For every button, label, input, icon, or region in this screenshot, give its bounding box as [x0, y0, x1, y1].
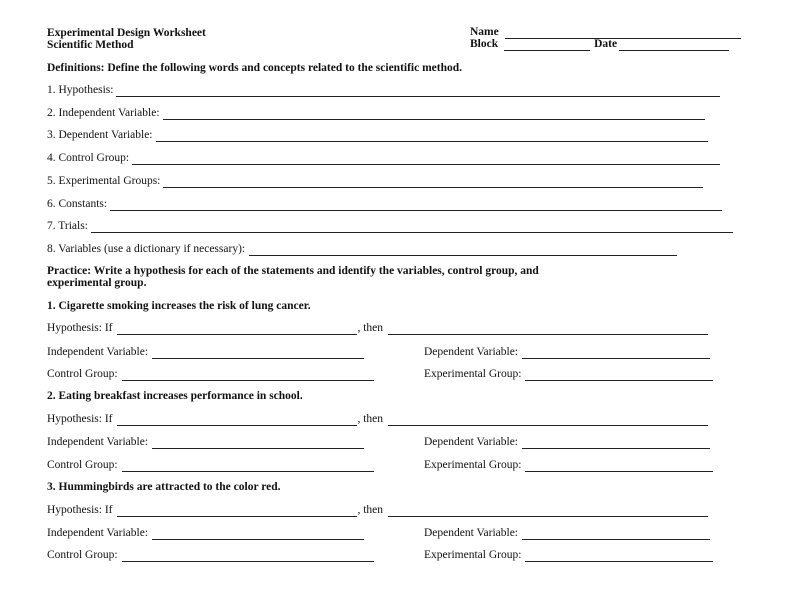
independent-variable-field[interactable] [152, 437, 364, 449]
definition-label: 7. Trials: [47, 220, 88, 232]
hypothesis-if-label: Hypothesis: If [47, 504, 113, 516]
groups-row [47, 548, 374, 562]
groups-row [424, 548, 713, 562]
dependent-variable-field[interactable] [522, 528, 710, 540]
definition-label: 2. Independent Variable: [47, 107, 160, 119]
definition-field-hypothesis[interactable] [116, 85, 720, 97]
independent-variable-label: Independent Variable: [47, 436, 149, 448]
variables-row [424, 526, 710, 540]
definition-row [47, 219, 733, 233]
control-group-field[interactable] [122, 460, 374, 472]
experimental-group-label: Experimental Group: [424, 549, 522, 561]
dependent-variable-label: Dependent Variable: [424, 436, 518, 448]
control-group-label: Control Group: [47, 549, 118, 561]
worksheet-subtitle: Scientific Method [47, 39, 134, 51]
date-field[interactable] [619, 39, 729, 51]
practice-statement-3: 3. Hummingbirds are attracted to the color red. [47, 481, 281, 493]
control-group-label: Control Group: [47, 368, 118, 380]
hypothesis-then-field[interactable] [388, 414, 708, 426]
experimental-group-field[interactable] [525, 460, 713, 472]
hypothesis-row [47, 503, 708, 517]
definition-field-variables[interactable] [249, 244, 677, 256]
dependent-variable-label: Dependent Variable: [424, 527, 518, 539]
experimental-group-label: Experimental Group: [424, 368, 522, 380]
hypothesis-row [47, 412, 708, 426]
definitions-heading: Definitions: Define the following words and concepts related to the scientific method. [47, 62, 463, 74]
block-label: Block [470, 38, 499, 50]
experimental-group-label: Experimental Group: [424, 459, 522, 471]
variables-row [47, 435, 364, 449]
date-label: Date [594, 38, 618, 50]
hypothesis-if-field[interactable] [117, 323, 357, 335]
hypothesis-if-field[interactable] [117, 414, 357, 426]
block-field[interactable] [504, 39, 590, 51]
definition-field-trials[interactable] [91, 221, 733, 233]
then-label: , then [357, 322, 384, 334]
then-label: , then [357, 413, 384, 425]
definition-field-independent-variable[interactable] [163, 108, 705, 120]
name-label: Name [470, 26, 499, 38]
practice-statement-1: 1. Cigarette smoking increases the risk of lung cancer. [47, 300, 311, 312]
hypothesis-then-field[interactable] [388, 505, 708, 517]
control-group-label: Control Group: [47, 459, 118, 471]
definition-row [47, 83, 720, 97]
control-group-field[interactable] [122, 369, 374, 381]
independent-variable-label: Independent Variable: [47, 346, 149, 358]
hypothesis-row [47, 321, 708, 335]
independent-variable-field[interactable] [152, 528, 364, 540]
groups-row [47, 367, 374, 381]
worksheet-title: Experimental Design Worksheet [47, 27, 206, 39]
definition-row [47, 174, 703, 188]
control-group-field[interactable] [122, 550, 374, 562]
groups-row [424, 367, 713, 381]
block-date-row [470, 37, 729, 51]
then-label: , then [357, 504, 384, 516]
hypothesis-then-field[interactable] [388, 323, 708, 335]
definition-field-control-group[interactable] [132, 153, 720, 165]
independent-variable-field[interactable] [152, 347, 364, 359]
hypothesis-if-label: Hypothesis: If [47, 322, 113, 334]
experimental-group-field[interactable] [525, 550, 713, 562]
independent-variable-label: Independent Variable: [47, 527, 149, 539]
definition-row [47, 197, 722, 211]
practice-heading-continued: experimental group. [47, 277, 147, 289]
definition-row [47, 242, 677, 256]
hypothesis-if-field[interactable] [117, 505, 357, 517]
dependent-variable-field[interactable] [522, 347, 710, 359]
variables-row [47, 526, 364, 540]
dependent-variable-field[interactable] [522, 437, 710, 449]
definition-field-dependent-variable[interactable] [156, 130, 708, 142]
definition-label: 6. Constants: [47, 198, 108, 210]
variables-row [47, 345, 364, 359]
definition-field-experimental-groups[interactable] [163, 176, 703, 188]
definition-label: 1. Hypothesis: [47, 84, 114, 96]
dependent-variable-label: Dependent Variable: [424, 346, 518, 358]
definition-field-constants[interactable] [110, 199, 722, 211]
definition-row [47, 128, 708, 142]
definition-row [47, 106, 705, 120]
definition-label: 8. Variables (use a dictionary if necessary): [47, 243, 246, 255]
definition-row [47, 151, 720, 165]
variables-row [424, 435, 710, 449]
definition-label: 5. Experimental Groups: [47, 175, 161, 187]
groups-row [47, 458, 374, 472]
practice-statement-2: 2. Eating breakfast increases performance in school. [47, 390, 303, 402]
groups-row [424, 458, 713, 472]
practice-heading: Practice: Write a hypothesis for each of the statements and identify the variables, control group, and [47, 265, 539, 277]
variables-row [424, 345, 710, 359]
definition-label: 3. Dependent Variable: [47, 129, 153, 141]
hypothesis-if-label: Hypothesis: If [47, 413, 113, 425]
experimental-group-field[interactable] [525, 369, 713, 381]
definition-label: 4. Control Group: [47, 152, 130, 164]
